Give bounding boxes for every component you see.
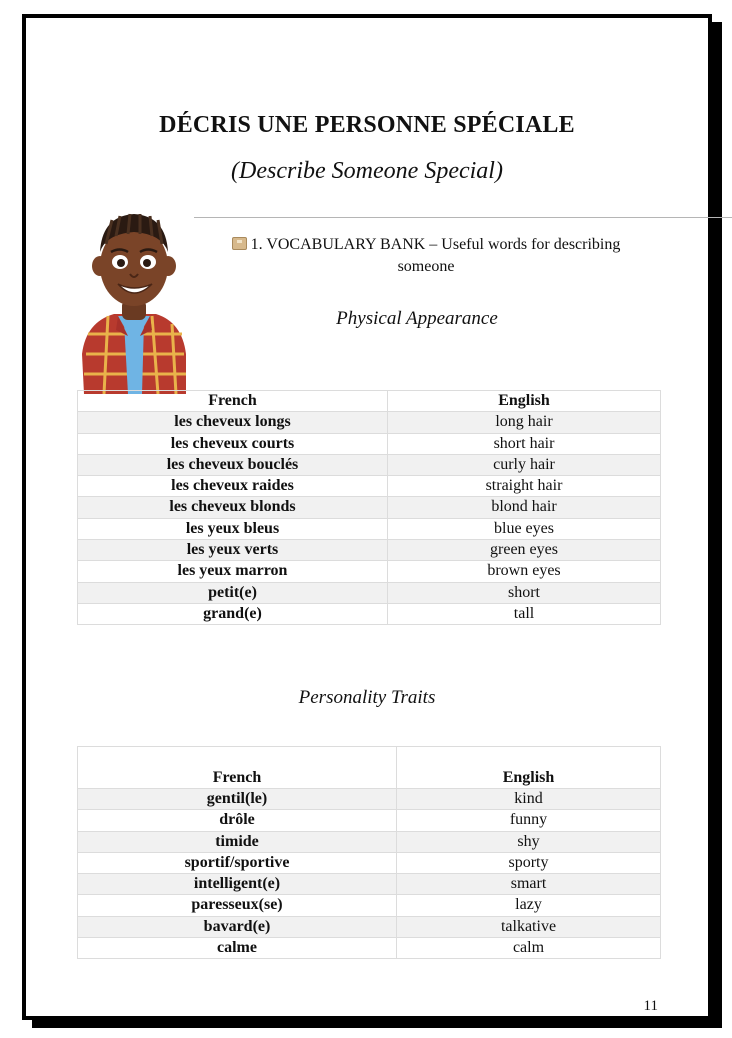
french-cell: intelligent(e) (78, 874, 397, 895)
table-row (78, 895, 661, 916)
table-row (78, 454, 661, 475)
english-cell: talkative (397, 916, 661, 937)
french-cell: les yeux verts (78, 540, 388, 561)
column-header-french: French (78, 747, 397, 789)
french-cell: paresseux(se) (78, 895, 397, 916)
english-cell: curly hair (388, 454, 661, 475)
english-cell: brown eyes (388, 561, 661, 582)
table-row (78, 518, 661, 539)
french-cell: drôle (78, 810, 397, 831)
page-number: 11 (643, 998, 658, 1014)
english-cell: calm (397, 938, 661, 959)
page-title: DÉCRIS UNE PERSONNE SPÉCIALE (159, 112, 575, 138)
french-cell: gentil(le) (78, 789, 397, 810)
french-cell: calme (78, 938, 397, 959)
english-cell: funny (397, 810, 661, 831)
column-header-english: English (388, 391, 661, 412)
table-row (78, 603, 661, 624)
vocab-line-1: 1. VOCABULARY BANK – Useful words for describing (250, 236, 621, 253)
french-cell: les cheveux raides (78, 476, 388, 497)
english-cell: shy (397, 831, 661, 852)
table-row (78, 412, 661, 433)
french-cell: les cheveux blonds (78, 497, 388, 518)
table-row (78, 789, 661, 810)
english-cell: blond hair (388, 497, 661, 518)
french-cell: les cheveux courts (78, 433, 388, 454)
french-cell: bavard(e) (78, 916, 397, 937)
table-row (78, 476, 661, 497)
english-cell: long hair (388, 412, 661, 433)
table-row (78, 561, 661, 582)
table-row (78, 938, 661, 959)
page-subtitle: (Describe Someone Special) (231, 158, 503, 184)
personality-traits-table (77, 746, 661, 959)
english-cell: tall (388, 603, 661, 624)
english-cell: short (388, 582, 661, 603)
table-header-row (78, 747, 661, 789)
french-cell: les yeux marron (78, 561, 388, 582)
personality-traits-title: Personality Traits (298, 687, 436, 708)
vocabulary-bank-heading (186, 234, 666, 278)
english-cell: green eyes (388, 540, 661, 561)
column-header-english: English (397, 747, 661, 789)
table-row (78, 582, 661, 603)
box-icon (232, 237, 247, 250)
french-cell: les cheveux longs (78, 412, 388, 433)
physical-appearance-title: Physical Appearance (336, 308, 498, 329)
table-row (78, 852, 661, 873)
table-header-row (78, 391, 661, 412)
table-row (78, 874, 661, 895)
divider (194, 217, 732, 218)
english-cell: straight hair (388, 476, 661, 497)
vocab-line-2: someone (397, 258, 455, 275)
table-row (78, 540, 661, 561)
column-header-french: French (78, 391, 388, 412)
french-cell: grand(e) (78, 603, 388, 624)
french-cell: les cheveux bouclés (78, 454, 388, 475)
english-cell: blue eyes (388, 518, 661, 539)
physical-appearance-table (77, 390, 661, 625)
table-row (78, 433, 661, 454)
english-cell: kind (397, 789, 661, 810)
table-row (78, 497, 661, 518)
english-cell: smart (397, 874, 661, 895)
boy-character-illustration (78, 204, 190, 394)
english-cell: sporty (397, 852, 661, 873)
english-cell: short hair (388, 433, 661, 454)
french-cell: petit(e) (78, 582, 388, 603)
table-row (78, 831, 661, 852)
worksheet-page (22, 14, 712, 1020)
french-cell: sportif/sportive (78, 852, 397, 873)
french-cell: les yeux bleus (78, 518, 388, 539)
table-row (78, 810, 661, 831)
english-cell: lazy (397, 895, 661, 916)
table-row (78, 916, 661, 937)
french-cell: timide (78, 831, 397, 852)
